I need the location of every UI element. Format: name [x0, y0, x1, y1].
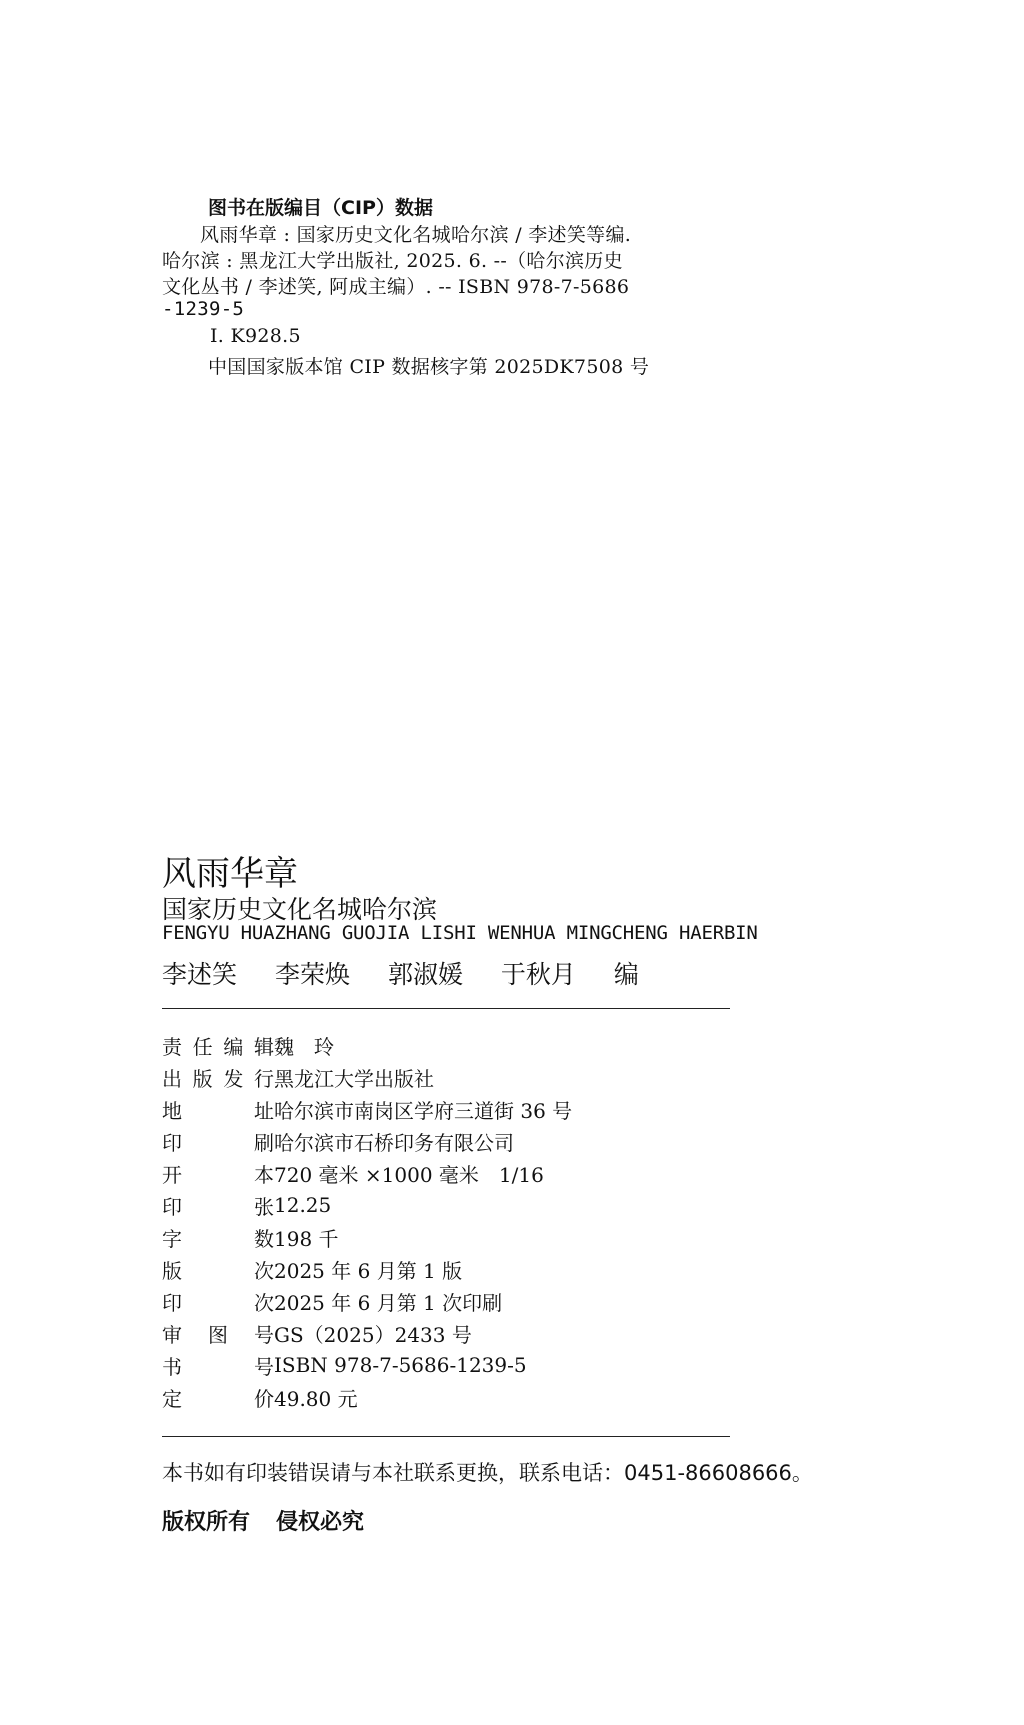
info-value: 49.80 元	[274, 1386, 358, 1411]
info-value: 720 毫米 ×1000 毫米 1/16	[274, 1162, 544, 1187]
info-row-price	[162, 1381, 572, 1413]
info-row-printing	[162, 1285, 572, 1317]
info-value: 魏 玲	[274, 1034, 334, 1059]
author-name: 于秋月	[500, 960, 576, 989]
info-value: 2025 年 6 月第 1 版	[274, 1258, 463, 1283]
info-label: 审 图 号	[162, 1322, 274, 1347]
info-value: GS（2025）2433 号	[274, 1322, 472, 1347]
cip-record-number: 中国国家版本馆 CIP 数据核字第 2025DK7508 号	[208, 356, 650, 378]
book-pinyin-title: FENGYU HUAZHANG GUOJIA LISHI WENHUA MINGCHENG HAERBIN	[162, 922, 758, 944]
author-name: 郭淑媛	[387, 960, 463, 989]
cip-line-1: 风雨华章 : 国家历史文化名城哈尔滨 / 李述笑等编.	[200, 224, 632, 246]
author-name: 李荣焕	[274, 960, 350, 989]
book-subtitle: 国家历史文化名城哈尔滨	[162, 895, 438, 924]
infringement-text: 侵权必究	[276, 1510, 365, 1535]
replacement-notice: 本书如有印装错误请与本社联系更换，联系电话：0451-86608666。	[162, 1461, 813, 1485]
info-label: 书 号	[162, 1354, 274, 1379]
info-row-format	[162, 1157, 572, 1189]
info-label: 开 本	[162, 1162, 274, 1187]
info-row-isbn	[162, 1349, 572, 1381]
copyright-notice	[162, 1505, 390, 1536]
info-label: 版 次	[162, 1258, 274, 1283]
info-row-printer	[162, 1125, 572, 1157]
info-label: 字 数	[162, 1226, 274, 1251]
info-value: 198 千	[274, 1226, 339, 1251]
cip-line-4: -1239-5	[162, 298, 245, 320]
info-value: 哈尔滨市石桥印务有限公司	[274, 1130, 514, 1155]
info-value: ISBN 978-7-5686-1239-5	[274, 1353, 527, 1377]
authors-line	[162, 955, 669, 991]
editor-role: 编	[613, 960, 639, 989]
info-label: 印 次	[162, 1290, 274, 1315]
book-title: 风雨华章	[162, 854, 298, 894]
cip-line-3: 文化丛书 / 李述笑, 阿成主编）. -- ISBN 978-7-5686	[162, 276, 630, 298]
info-label: 印 张	[162, 1194, 274, 1219]
info-row-sheets	[162, 1189, 572, 1221]
info-row-map-review	[162, 1317, 572, 1349]
info-row-wordcount	[162, 1221, 572, 1253]
info-value: 2025 年 6 月第 1 次印刷	[274, 1290, 503, 1315]
info-label: 印 刷	[162, 1130, 274, 1155]
info-row-edition	[162, 1253, 572, 1285]
author-name: 李述笑	[162, 960, 238, 989]
publication-info	[162, 1029, 572, 1413]
info-row-editor	[162, 1029, 572, 1061]
divider-top	[162, 1008, 730, 1009]
cip-heading: 图书在版编目（CIP）数据	[208, 197, 433, 219]
copyright-text: 版权所有	[162, 1510, 251, 1535]
info-value: 12.25	[274, 1193, 332, 1217]
cip-classification: Ⅰ. K928.5	[210, 325, 301, 347]
info-label: 地 址	[162, 1098, 274, 1123]
info-label: 出 版 发 行	[162, 1066, 274, 1091]
info-value: 哈尔滨市南岗区学府三道街 36 号	[274, 1098, 573, 1123]
cip-line-2: 哈尔滨 : 黑龙江大学出版社, 2025. 6. --（哈尔滨历史	[162, 250, 623, 272]
info-row-publisher	[162, 1061, 572, 1093]
info-label: 责 任 编 辑	[162, 1034, 274, 1059]
info-label: 定 价	[162, 1386, 274, 1411]
divider-bottom	[162, 1436, 730, 1437]
info-value: 黑龙江大学出版社	[274, 1066, 434, 1091]
info-row-address	[162, 1093, 572, 1125]
